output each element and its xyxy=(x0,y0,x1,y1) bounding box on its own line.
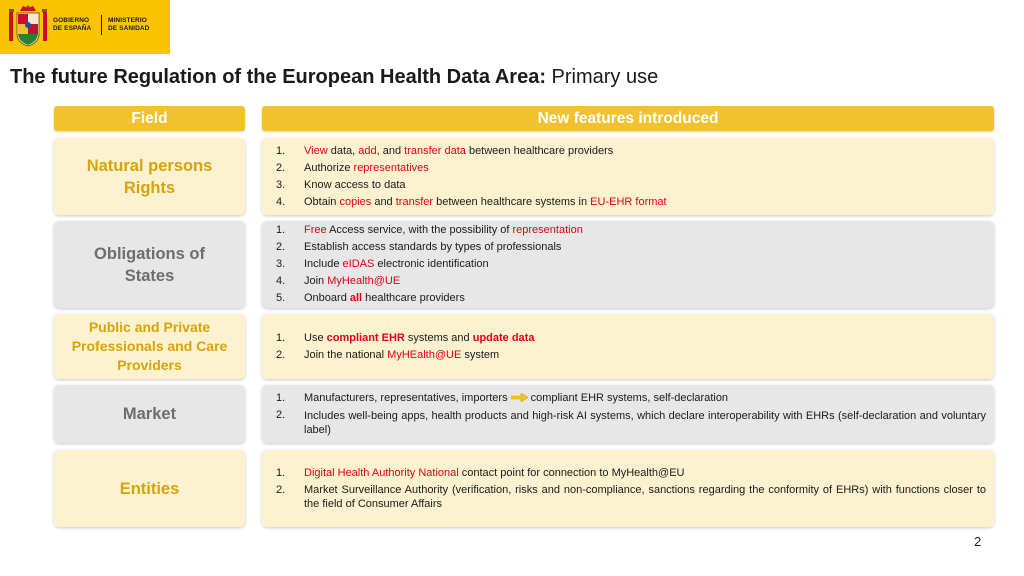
features-natural-persons-rights xyxy=(262,138,994,215)
government-logo xyxy=(0,0,170,54)
feature-item xyxy=(276,407,986,438)
highlighted-term: transfer xyxy=(395,195,434,208)
item-text xyxy=(304,330,986,347)
highlighted-term: View xyxy=(304,144,328,157)
item-text xyxy=(304,239,986,256)
highlighted-term: MyHEalth@UE xyxy=(387,348,462,361)
text-run: Include xyxy=(304,258,343,270)
highlighted-term: MyHealth@UE xyxy=(327,275,401,287)
item-text xyxy=(304,347,986,364)
item-number: 2. xyxy=(276,161,286,174)
highlighted-term: representatives xyxy=(353,161,429,174)
feature-item xyxy=(276,177,986,194)
highlighted-term: Digital Health Authority National xyxy=(304,466,459,479)
text-run: Join xyxy=(304,275,328,287)
feature-item xyxy=(276,160,986,177)
item-number: 1. xyxy=(276,466,286,479)
features-professionals-and-providers xyxy=(262,314,994,379)
highlighted-term: all xyxy=(349,292,363,304)
text-run: Access service, with the possibility of xyxy=(326,224,513,236)
features-obligations-of-states xyxy=(262,221,994,308)
text-run: Establish access standards by types of professionals xyxy=(304,241,562,253)
text-run: healthcare providers xyxy=(362,292,465,304)
features-market xyxy=(262,385,994,443)
text-run: data, xyxy=(327,144,359,157)
feature-item xyxy=(276,222,986,239)
ministerio-text: MINISTERIO DE SANIDAD xyxy=(108,17,150,32)
text-run: between healthcare providers xyxy=(465,144,614,157)
item-text xyxy=(304,290,986,307)
feature-item xyxy=(276,256,986,273)
item-text xyxy=(304,177,986,194)
highlighted-term: representation xyxy=(512,224,583,236)
text-run: , and xyxy=(376,144,405,157)
feature-item xyxy=(276,194,986,211)
field-natural-persons-rights: Natural persons Rights xyxy=(54,138,245,215)
text-run: Authorize xyxy=(304,161,354,174)
text-run: Manufacturers, representatives, importers xyxy=(304,392,508,404)
feature-item xyxy=(276,390,986,407)
item-number: 1. xyxy=(276,331,286,344)
item-number: 3. xyxy=(276,258,286,270)
text-run: Know access to data xyxy=(304,178,406,191)
item-text xyxy=(304,256,986,273)
text-run: and xyxy=(371,195,396,208)
highlighted-term: compliant EHR xyxy=(326,331,405,344)
item-number: 1. xyxy=(276,392,286,404)
highlighted-term: transfer data xyxy=(404,144,466,157)
highlighted-term: copies xyxy=(339,195,372,208)
feature-item xyxy=(276,482,986,513)
spanish-coat-of-arms-icon xyxy=(9,5,47,49)
field-entities: Entities xyxy=(54,450,245,527)
item-number: 1. xyxy=(276,224,286,236)
features-column-header: New features introduced xyxy=(262,106,994,131)
item-text xyxy=(304,273,986,290)
feature-item xyxy=(276,143,986,160)
text-run: system xyxy=(461,348,500,361)
item-number: 5. xyxy=(276,292,286,304)
item-text xyxy=(304,222,986,239)
text-run: Obtain xyxy=(304,195,340,208)
feature-item xyxy=(276,290,986,307)
item-number: 4. xyxy=(276,275,286,287)
item-text xyxy=(304,407,986,438)
field-column-header: Field xyxy=(54,106,245,131)
item-number: 2. xyxy=(276,348,286,361)
text-run: Onboard xyxy=(304,292,350,304)
item-number: 2. xyxy=(276,483,286,496)
item-number: 4. xyxy=(276,195,286,208)
feature-item xyxy=(276,465,986,482)
text-run: Join the national xyxy=(304,348,388,361)
feature-item xyxy=(276,239,986,256)
text-run: Use xyxy=(304,331,327,344)
text-run: compliant EHR systems, self-declaration xyxy=(530,392,729,404)
feature-item xyxy=(276,347,986,364)
features-entities xyxy=(262,450,994,527)
slide-title: The future Regulation of the European Health Data Area: Primary use xyxy=(10,66,659,88)
item-number: 2. xyxy=(276,409,286,421)
item-text xyxy=(304,465,986,482)
item-text xyxy=(304,160,986,177)
text-run: between healthcare systems in xyxy=(433,195,591,208)
highlighted-term: eIDAS xyxy=(342,258,375,270)
feature-item xyxy=(276,273,986,290)
right-arrow-icon xyxy=(511,393,528,402)
text-run: electronic identification xyxy=(374,258,489,270)
field-obligations-of-states: Obligations of States xyxy=(54,221,245,308)
item-text xyxy=(304,194,986,211)
item-number: 3. xyxy=(276,178,286,191)
highlighted-term: Free xyxy=(304,224,327,236)
highlighted-term: EU-EHR format xyxy=(590,195,667,208)
highlighted-term: update data xyxy=(472,331,535,344)
item-text xyxy=(304,390,986,407)
highlighted-term: add xyxy=(358,144,377,157)
logo-divider xyxy=(101,15,102,35)
text-run: contact point for connection to MyHealth@EU xyxy=(458,466,685,479)
page-number: 2 xyxy=(974,534,982,549)
text-run: Includes well-being apps, health products and high-risk AI systems, which declare interoperability with EHRs (self-declaration and voluntary label) xyxy=(304,409,986,436)
text-run: systems and xyxy=(404,331,473,344)
text-run: Market Surveillance Authority (verification, risks and non-compliance, sanctions regarding the conformity of EHRs) with functions closer to the field of Consumer Affairs xyxy=(304,484,986,510)
item-text xyxy=(304,482,986,513)
feature-item xyxy=(276,330,986,347)
item-text xyxy=(304,143,986,160)
field-market: Market xyxy=(54,385,245,443)
field-professionals-and-providers: Public and Private Professionals and Care Providers xyxy=(54,314,245,379)
item-number: 1. xyxy=(276,144,286,157)
gobierno-text: GOBIERNO DE ESPAÑA xyxy=(53,17,92,32)
item-number: 2. xyxy=(276,241,286,253)
